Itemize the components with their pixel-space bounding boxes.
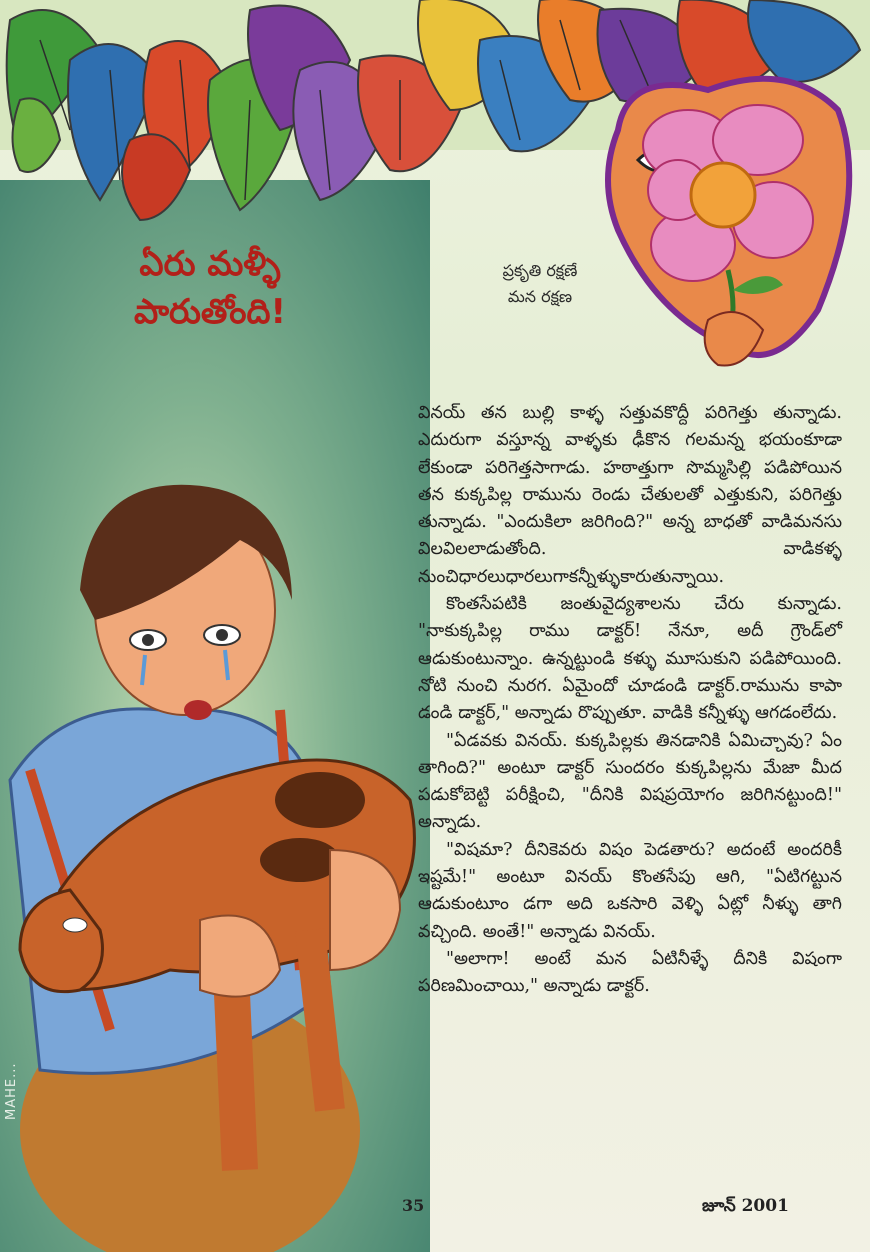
story-paragraph-2: కొంతసేపటికి జంతువైద్యశాలను చేరు కున్నాడు. "నాకుక్కపిల్ల రాము డాక్టర్! నేనూ, అదీ గ్రౌండ్‌లో ఆడుకుంటున్నాం. ఉన్నట్టుండి కళ్ళు మూసుకుని పడిపోయింది. నోటి నుంచి నురగ. ఏమైందో చూడండి డాక్టర్.రామును కాపా డండి డాక్టర్," అన్నాడు రొప్పుతూ. వాడికి కన్నీళ్ళు ఆగడంలేదు. [418, 594, 842, 724]
tagline-line2: మన రక్షణ [507, 287, 573, 306]
boy-with-puppy-illustration [0, 470, 440, 1252]
face-flower-illustration [598, 70, 858, 380]
story-title [80, 240, 340, 336]
story-paragraph-3: "ఏడవకు వినయ్. కుక్కపిల్లకు తినడానికి ఏమిచ్చావు? ఏం తాగింది?" అంటూ డాక్టర్ సుందరం కుక్కపిల్లను మేజా మీద పడుకోబెట్టి పరీక్షించి, "దీనికి విషప్రయోగం జరిగినట్టుంది!" అన్నాడు. [418, 730, 842, 833]
story-paragraph-5: "అలాగా! అంటే మన ఏటినీళ్ళే దీనికి విషంగా పరిణమించాయి," అన్నాడు డాక్టర్. [418, 948, 842, 997]
story-paragraph-1: వినయ్ తన బుల్లి కాళ్ళ సత్తువకొద్దీ పరిగెత్తు తున్నాడు. ఎదురుగా వస్తూన్న వాళ్ళకు ఢీకొన గలమన్న భయంకూడా లేకుండా పరిగెత్తసాగాడు. హఠాత్తుగా సొమ్మసిల్లి పడిపోయిన తన కుక్కపిల్ల రామును రెండు చేతులతో ఎత్తుకుని, పరిగెత్తు తున్నాడు. "ఎందుకిలా జరిగింది?" అన్న బాధతో వాడిమనసు విలవిలలాడుతోంది. వాడికళ్ళ నుంచిధారలుధారలుగాకన్నీళ్ళుకారుతున్నాయి. [418, 403, 842, 587]
artist-signature: MAHE... [4, 1062, 19, 1120]
story-title-line1: ఏరు మళ్ళీ [139, 244, 281, 284]
tagline-line1: ప్రకృతి రక్షణే [502, 261, 578, 280]
story-body [418, 400, 842, 1001]
story-paragraph-4: "విషమా? దీనికెవరు విషం పెడతారు? అదంటే అందరికీ ఇష్టమే!" అంటూ వినయ్ కొంతసేపు ఆగి, "ఏటిగట్టున ఆడుకుంటూం డగా అది ఒకసారి వెళ్ళి ఏట్లో నీళ్ళు తాగి వచ్చింది. అంతే!" అన్నాడు వినయ్. [418, 839, 842, 942]
story-tagline [455, 258, 625, 310]
issue-date: జూన్ 2001 [702, 1196, 789, 1216]
story-title-line2: పారుతోంది! [133, 292, 287, 332]
page-number: 35 [402, 1196, 425, 1215]
